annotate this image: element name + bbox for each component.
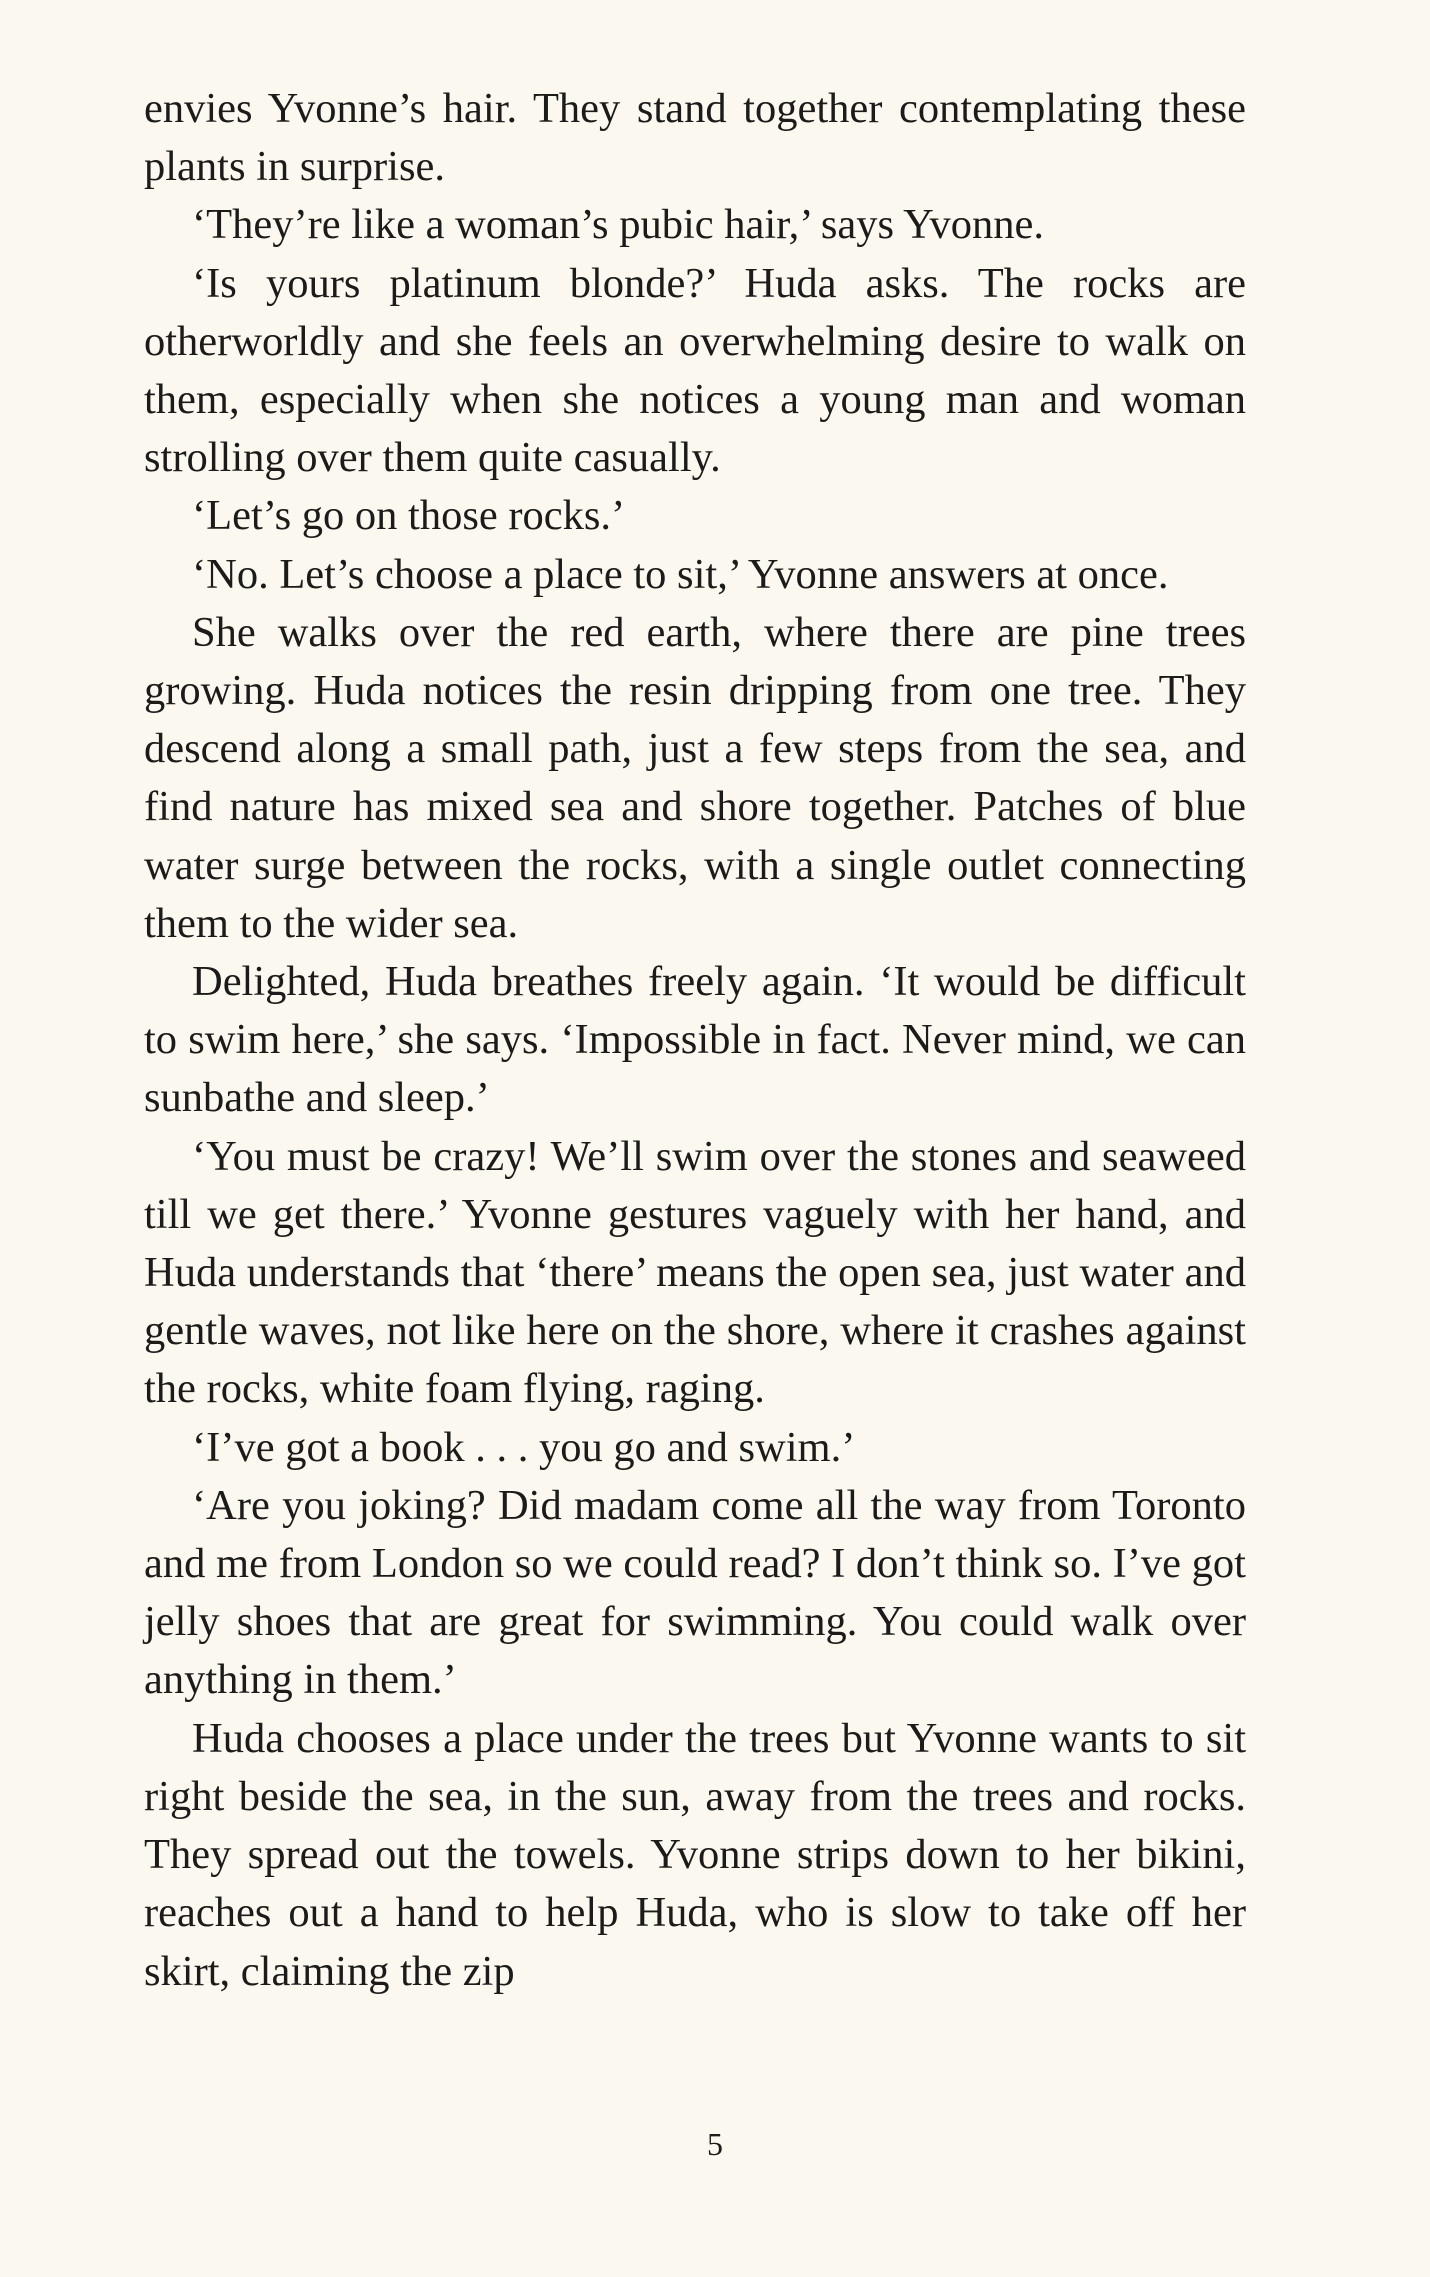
paragraph-5: ‘No. Let’s choose a place to sit,’ Yvonne answers at once. (192, 550, 1169, 598)
paragraph-10: ‘Are you joking? Did madam come all the way from Toronto and me from London so we could read? I don’t think so. I’ve got jelly shoes that are great for swimming. You could walk over anything in them.’ (144, 1481, 1246, 1704)
paragraph-4: ‘Let’s go on those rocks.’ (192, 492, 626, 540)
paragraph-1: envies Yvonne’s hair. They stand together contemplating these plants in surprise. (144, 85, 1246, 191)
body-text (144, 80, 1246, 2001)
page-number: 5 (707, 2126, 723, 2162)
paragraph-7: Delighted, Huda breathes freely again. ‘It would be difficult to swim here,’ she says. ‘Impossible in fact. Never mind, we can sunbathe and sleep.’ (144, 958, 1246, 1122)
paragraph-8: ‘You must be crazy! We’ll swim over the stones and seaweed till we get there.’ Yvonne gestures vaguely with her hand, and Huda understands that ‘there’ means the open sea, just water and gentle waves, not like here on the shore, where it crashes against the rocks, white foam flying, raging. (144, 1132, 1246, 1413)
paragraph-9: ‘I’ve got a book . . . you go and swim.’ (192, 1423, 856, 1471)
paragraph-11: Huda chooses a place under the trees but Yvonne wants to sit right beside the sea, in the sun, away from the trees and rocks. They spread out the towels. Yvonne strips down to her bikini, reaches out a hand to help Huda, who is slow to take off her skirt, claiming the zip (144, 1714, 1246, 1995)
paragraph-2: ‘They’re like a woman’s pubic hair,’ says Yvonne. (192, 201, 1045, 249)
paragraph-3: ‘Is yours platinum blonde?’ Huda asks. The rocks are otherworldly and she feels an overwhelming desire to walk on them, especially when she notices a young man and woman strolling over them quite casually. (144, 259, 1246, 482)
paragraph-6: She walks over the red earth, where there are pine trees growing. Huda notices the resin dripping from one tree. They descend along a small path, just a few steps from the sea, and find nature has mixed sea and shore together. Patches of blue water surge between the rocks, with a single outlet connecting them to the wider sea. (144, 608, 1246, 947)
